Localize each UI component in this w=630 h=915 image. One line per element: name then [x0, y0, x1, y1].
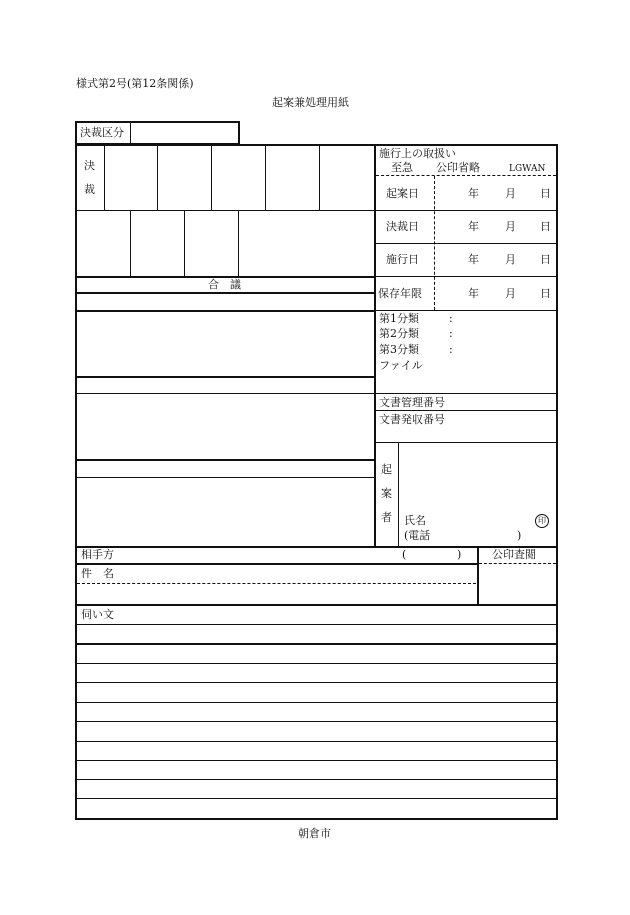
- gougi-label: 合 議: [208, 278, 241, 291]
- form-frame: [75, 144, 558, 820]
- form-number: 様式第2号(第12条関係): [76, 77, 194, 90]
- kessai-char-2: 裁: [84, 183, 95, 196]
- class-2-colon: :: [449, 327, 453, 340]
- class-2-label: 第2分類: [379, 327, 419, 340]
- ruled-line: [76, 779, 557, 780]
- ruled-line: [76, 682, 557, 683]
- kianshya-char-1: 起: [381, 463, 392, 476]
- shikou-date-day: 日: [540, 253, 551, 266]
- ruled-line: [76, 663, 557, 664]
- class-3-colon: :: [449, 343, 453, 356]
- class-1-label: 第1分類: [379, 312, 419, 325]
- kian-date-day: 日: [540, 187, 551, 200]
- name-label: 氏名: [404, 514, 426, 527]
- koin-check-label: 公印査閲: [492, 548, 536, 561]
- shikou-date-label: 施行日: [386, 253, 419, 266]
- kessai-date-month: 月: [505, 220, 516, 233]
- footer-city: 朝倉市: [298, 827, 331, 840]
- kian-date-label: 起案日: [386, 187, 419, 200]
- kenmei-label: 件 名: [81, 567, 114, 580]
- handling-no-seal: 公印省略: [436, 161, 480, 174]
- retention-label: 保存年限: [378, 287, 422, 300]
- aiteho-paren-open: (: [402, 548, 407, 561]
- ruled-line: [76, 798, 557, 799]
- shikou-date-year: 年: [468, 253, 479, 266]
- seal-mark-icon: 印: [535, 514, 549, 528]
- ruled-line: [76, 741, 557, 742]
- tel-label: (電話: [404, 529, 431, 542]
- tel-close: ): [517, 529, 522, 542]
- ruled-line: [76, 702, 557, 703]
- kessai-date-day: 日: [540, 220, 551, 233]
- ruled-line: [76, 760, 557, 761]
- class-3-label: 第3分類: [379, 343, 419, 356]
- retention-month: 月: [505, 287, 516, 300]
- kessai-char-1: 決: [84, 159, 95, 172]
- kessai-kubun-label: 決裁区分: [80, 126, 124, 139]
- ruled-line: [76, 721, 557, 722]
- kessai-kubun-divider: [130, 121, 131, 145]
- retention-year: 年: [468, 287, 479, 300]
- kessai-date-year: 年: [468, 220, 479, 233]
- ukagai-label: 伺い文: [81, 608, 114, 621]
- kessai-date-label: 決裁日: [386, 220, 419, 233]
- class-1-colon: :: [449, 312, 453, 325]
- kessai-grid-bottom: [76, 210, 374, 211]
- form-title: 起案兼処理用紙: [272, 96, 349, 109]
- aiteho-paren-close: ): [457, 548, 462, 561]
- aiteho-label: 相手方: [81, 548, 114, 561]
- handling-lgwan: LGWAN: [509, 164, 546, 174]
- main-vertical-divider: [374, 144, 376, 547]
- kianshya-char-2: 案: [381, 487, 392, 500]
- handling-title: 施行上の取扱い: [379, 147, 456, 160]
- doc-mgmt-no-label: 文書管理番号: [379, 396, 445, 409]
- kian-date-month: 月: [505, 187, 516, 200]
- shikou-date-month: 月: [505, 253, 516, 266]
- kianshya-char-3: 者: [381, 511, 392, 524]
- file-label: ファイル: [379, 359, 423, 372]
- retention-day: 日: [540, 287, 551, 300]
- kian-date-year: 年: [468, 187, 479, 200]
- handling-urgent: 至急: [391, 161, 413, 174]
- doc-send-no-label: 文書発収番号: [379, 413, 445, 426]
